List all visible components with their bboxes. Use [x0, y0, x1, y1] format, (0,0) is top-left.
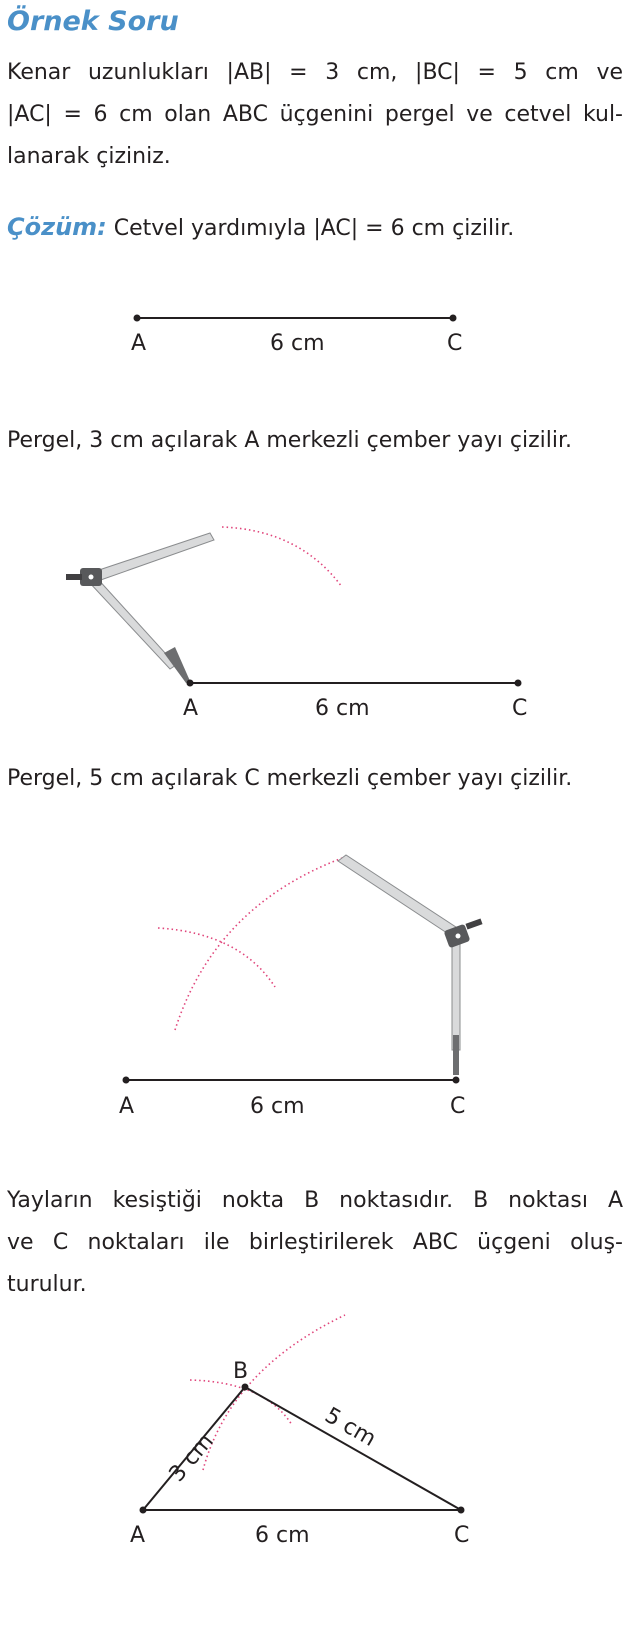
label-length: 6 cm: [250, 1094, 305, 1119]
question-line-2: |AC| = 6 cm olan ABC üçgenini pergel ve cetvel kul-: [7, 102, 623, 127]
point-b-dot: [242, 1384, 249, 1391]
point-c-dot: [453, 1077, 460, 1084]
label-length: 6 cm: [270, 331, 325, 356]
label-length: 6 cm: [255, 1523, 310, 1548]
label-length: 6 cm: [315, 696, 370, 721]
label-c: C: [512, 696, 528, 721]
segment-bc: [245, 1387, 461, 1510]
solution-intro: [7, 212, 514, 244]
conclusion-line-1: Yayların kesiştiği nokta B noktasıdır. B noktası A: [7, 1188, 623, 1213]
label-ab-length: 3 cm: [164, 1429, 219, 1487]
label-c: C: [454, 1523, 470, 1548]
arc-a: [222, 527, 342, 587]
point-c-dot: [458, 1507, 465, 1514]
figure-1-segment-ac: [0, 300, 637, 380]
figure-2-arc-a: [0, 505, 637, 735]
solution-label: Çözüm:: [7, 213, 107, 241]
arc-c: [203, 1315, 345, 1470]
label-c: C: [450, 1094, 466, 1119]
label-a: A: [183, 696, 199, 721]
label-c: C: [447, 331, 463, 356]
label-a: A: [119, 1094, 135, 1119]
arc-a: [158, 928, 275, 987]
arc-c: [175, 857, 345, 1030]
question-line-3: lanarak çiziniz.: [7, 144, 171, 169]
figure-3-arc-c: [0, 845, 637, 1125]
compass-icon: [66, 533, 214, 683]
question-line-1: Kenar uzunlukları |AB| = 3 cm, |BC| = 5 cm ve: [7, 60, 623, 85]
point-c-dot: [450, 315, 457, 322]
conclusion-text: [7, 1180, 623, 1306]
point-a-dot: [187, 680, 194, 687]
solution-text: Cetvel yardımıyla |AC| = 6 cm çizilir.: [106, 216, 515, 241]
label-b: B: [233, 1359, 249, 1384]
point-a-dot: [140, 1507, 147, 1514]
compass-icon: [338, 855, 483, 1075]
point-a-dot: [134, 315, 141, 322]
conclusion-line-2: ve C noktaları ile birleştirilerek ABC üçgeni oluş-: [7, 1230, 623, 1255]
point-c-dot: [515, 680, 522, 687]
label-a: A: [131, 331, 147, 356]
label-bc-length: 5 cm: [320, 1403, 381, 1452]
question-text: [7, 52, 623, 178]
step-2-text: Pergel, 3 cm açılarak A merkezli çember yayı çizilir.: [7, 428, 572, 453]
step-3-text: Pergel, 5 cm açılarak C merkezli çember yayı çizilir.: [7, 766, 573, 791]
conclusion-line-3: turulur.: [7, 1272, 87, 1297]
point-a-dot: [123, 1077, 130, 1084]
figure-4-triangle-abc: [0, 1350, 637, 1650]
example-title: Örnek Soru: [7, 6, 179, 37]
label-a: A: [130, 1523, 146, 1548]
arc-a: [190, 1380, 292, 1425]
